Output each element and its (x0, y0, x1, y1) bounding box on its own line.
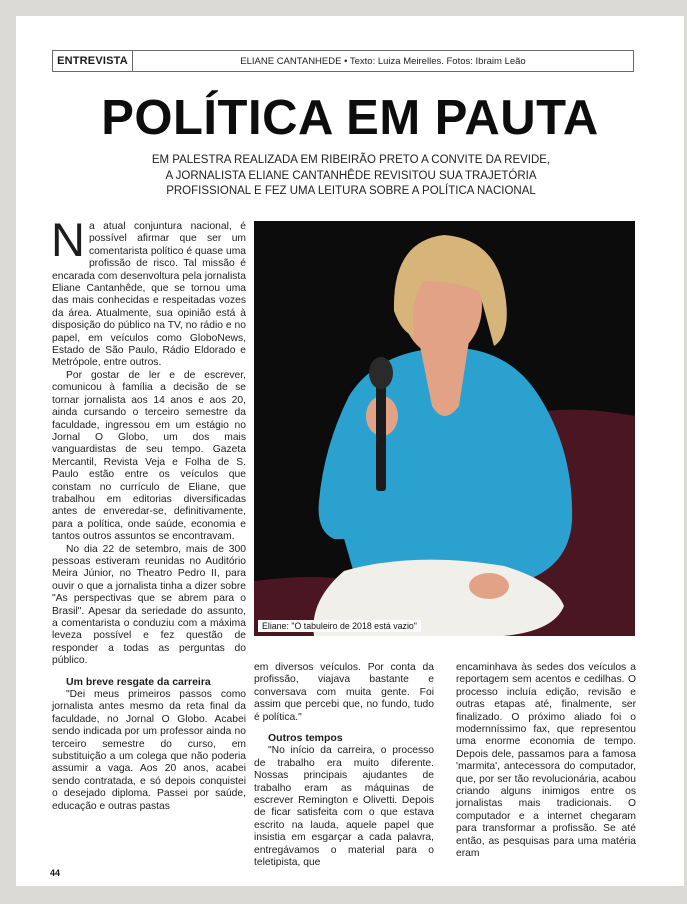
drop-cap: N (51, 213, 85, 266)
paragraph: encaminhava às sedes dos veículos a reportagem sem acentos e cedilhas. O processo incluía edição, revisão e outras etapas até, finalmente, ser finalizado. O próximo aliado foi o modernníssimo fax, que representou uma enorme economia de tempo. Depois dele, passamos para a famosa 'marmita', antecessora do computador, que, por ser tão revolucionária, acabou criando alguns inimigos entre os jornalistas mais tradicionais. O computador e a internet chegaram para transformar a profissão. Se até então, as pesquisas para uma matéria eram (456, 662, 636, 860)
paragraph: "Dei meus primeiros passos como jornalista antes mesmo da reta final da faculdade, no Jornal O Globo. Acabei sendo indicada por um professor ainda no terceiro semestre do curso, em substituição a um colega que não poderia assumir a vaga. Aos 20 anos, acabei sendo contratada, e só depois conquistei o desejado diploma. Passei por saúde, educação e outras pastas (52, 689, 246, 812)
magazine-page (16, 16, 684, 886)
paragraph: Por gostar de ler e de escrever, comunicou à família a decisão de se tornar jornalista aos 14 anos e aos 20, ainda cursando o terceiro semestre da faculdade, ingressou em um estágio no Jornal O Globo, um dos mais vanguardistas de seu tempo. Gazeta Mercantil, Revista Veja e Folha de S. Paulo estão entre os veículos que constam no currículo de Eliane, que trabalhou em editorias diversificadas antes de enveredar-se, definitivamente, para a política, onde saúde, economia e tantos outros assuntos se encontravam. (52, 369, 246, 543)
text-column-2 (254, 662, 434, 870)
photo-caption: Eliane: "O tabuleiro de 2018 está vazio" (258, 620, 421, 632)
interview-photo (254, 221, 635, 636)
paragraph: em diversos veículos. Por conta da profissão, viajava bastante e conversava com muita gente. Foi assim que percebi que, no fundo, tudo é política." (254, 662, 434, 723)
header-bar (52, 50, 634, 72)
section-heading: Outros tempos (268, 732, 343, 745)
page-number: 44 (50, 868, 61, 878)
subtitle-line: PROFISSIONAL E FEZ UMA LEITURA SOBRE A POLÍTICA NACIONAL (166, 185, 536, 197)
article-title: POLÍTICA EM PAUTA (101, 91, 599, 145)
section-heading: Um breve resgate da carreira (66, 675, 211, 688)
text-column-1 (51, 213, 246, 813)
section-label: ENTREVISTA (53, 51, 133, 71)
paragraph: "No início da carreira, o processo de trabalho era muito diferente. Nossas principais ajudantes de trabalho eram as máquinas de escrever Remington e Olivetti. Depois de ficar satisfeita com o que estava escrito na lauda, aquele papel que insistia em esgarçar a cada palavra, entregávamos o material para o teletipista, que (254, 745, 434, 869)
paragraph: No dia 22 de setembro, mais de 300 pessoas estiveram reunidas no Auditório Meira Júnior, no Theatro Pedro II, para ouvir o que a jornalista tinha a dizer sobre "As perspectivas que se abrem para o Brasil". Apesar da seriedade do assunto, a comentarista o conduziu com a máxima leveza possível e fez questão de responder a todas as perguntas do público. (52, 543, 246, 667)
subtitle-line: EM PALESTRA REALIZADA EM RIBEIRÃO PRETO A CONVITE DA REVIDE, (151, 154, 551, 166)
subtitle-line: A JORNALISTA ELIANE CANTANHÊDE REVISITOU SUA TRAJETÓRIA (165, 169, 537, 182)
article-subtitle (116, 153, 586, 200)
article-credits: ELIANE CANTANHEDE • Texto: Luiza Meirelles. Fotos: Ibraim Leão (240, 55, 526, 67)
paragraph: Na atual conjuntura nacional, é possível afirmar que ser um comentarista político é quase uma profissão de risco. Tal missão é encarada com desenvoltura pela jornalista Eliane Cantanhêde, que se tornou uma das mais conhecidas e respeitadas vozes da área. Atualmente, sua opinião está à disposição do público na TV, no rádio e no papel, em veículos como GloboNews, Estado de São Paulo, Rádio Eldorado e Metrópole, entre outros. (51, 213, 246, 369)
photo-illustration (254, 221, 635, 636)
text-column-3 (456, 662, 636, 861)
